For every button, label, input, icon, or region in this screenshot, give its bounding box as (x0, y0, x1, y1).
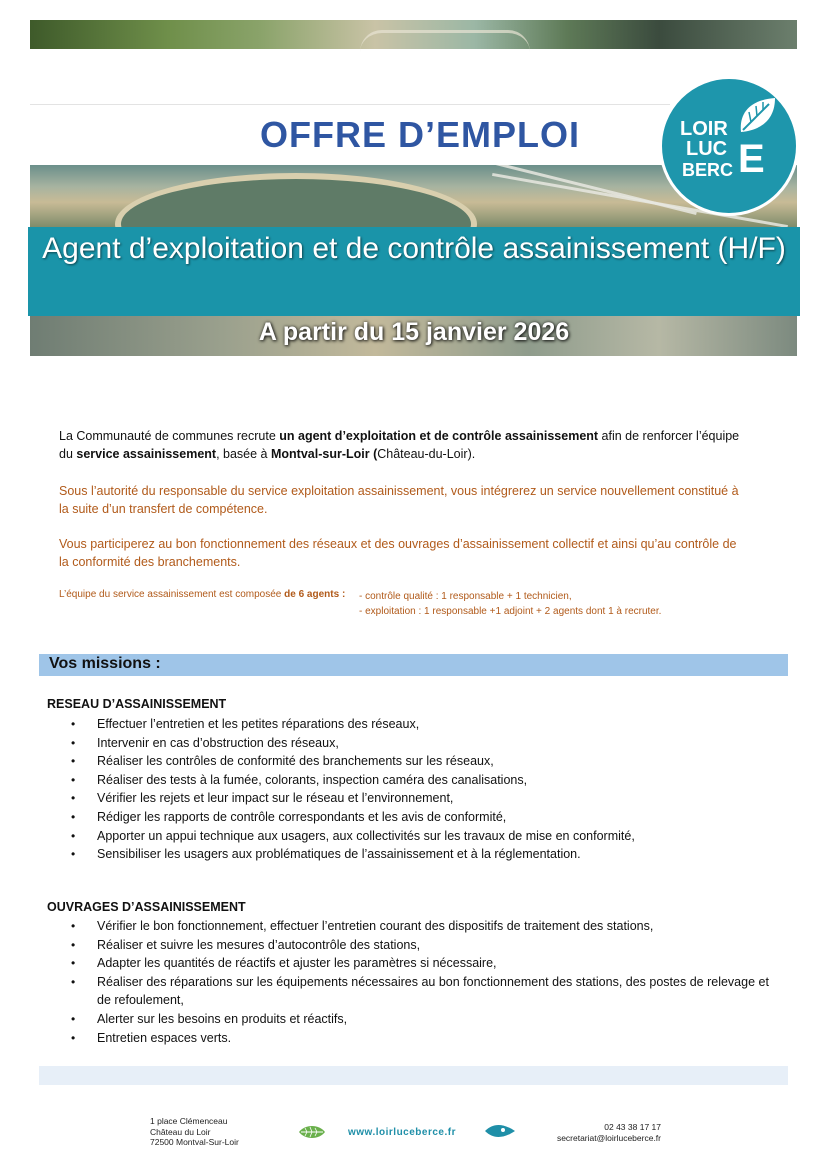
list-item: • Adapter les quantités de réactifs et ajuster les paramètres si nécessaire, (71, 954, 781, 973)
list-item: • Réaliser et suivre les mesures d’autocontrôle des stations, (71, 936, 781, 955)
list-item: • Sensibiliser les usagers aux problématiques de l’assainissement et à la réglementation. (71, 845, 781, 864)
mission-list (71, 715, 781, 864)
intro-paragraph-2: Sous l’autorité du responsable du service exploitation assainissement, vous intégrerez un service nouvellement constitué à la suite d’un transfert de compétence. (59, 484, 739, 516)
mission-list (71, 917, 781, 1047)
intro-paragraph-3: Vous participerez au bon fonctionnement des réseaux et des ouvrages d’assainissement collectif et ainsi qu’au contrôle de la conformité des branchements. (59, 537, 737, 569)
section-heading: RESEAU D’ASSAINISSEMENT (47, 697, 227, 711)
header-photo-top (30, 20, 797, 49)
footer-address: 1 place Clémenceau Château du Loir 72500 Montval-Sur-Loir (150, 1116, 239, 1147)
list-item: • Rédiger les rapports de contrôle correspondants et les avis de conformité, (71, 808, 781, 827)
logo-text-luc: LUC (686, 138, 728, 160)
missions-title: Vos missions : (49, 655, 161, 672)
divider (30, 104, 670, 105)
footer-band (39, 1066, 788, 1085)
list-item: • Réaliser des réparations sur les équipements nécessaires au bon fonctionnement des stations, des postes de relevage et de refoulement, (71, 973, 781, 1010)
list-item: • Apporter un appui technique aux usagers, aux collectivités sur les travaux de mise en conformité, (71, 827, 781, 846)
offer-title: OFFRE D’EMPLOI (260, 114, 580, 155)
list-item: • Intervenir en cas d’obstruction des réseaux, (71, 734, 781, 753)
website-link[interactable]: www.loirluceberce.fr (348, 1127, 456, 1138)
team-line: - contrôle qualité : 1 responsable + 1 technicien, (359, 591, 572, 602)
job-title: Agent d’exploitation et de contrôle assainissement (H/F) (42, 232, 786, 265)
water-drop-icon (483, 1121, 517, 1141)
section-heading: OUVRAGES D’ASSAINISSEMENT (47, 900, 246, 914)
team-composition: L’équipe du service assainissement est composée de 6 agents : (59, 589, 346, 600)
footer-email[interactable]: secretariat@loirluceberce.fr (556, 1133, 661, 1143)
start-date: A partir du 15 janvier 2026 (258, 318, 570, 346)
intro-paragraph-1: La Communauté de communes recrute un agent d’exploitation et de contrôle assainissement afin de renforcer l’équipe du service assainissement, basée à Montval-sur-Loir (Château-du-Loir). (59, 429, 740, 461)
leaf-icon (735, 94, 781, 136)
team-line: - exploitation : 1 responsable +1 adjoint + 2 agents dont 1 à recruter. (359, 606, 662, 617)
list-item: • Réaliser les contrôles de conformité des branchements sur les réseaux, (71, 752, 781, 771)
footer-phone: 02 43 38 17 17 (604, 1122, 661, 1132)
list-item: • Entretien espaces verts. (71, 1029, 781, 1048)
list-item: • Alerter sur les besoins en produits et réactifs, (71, 1010, 781, 1029)
leaf-icon (297, 1123, 327, 1141)
team-details (359, 589, 661, 619)
list-item: • Réaliser des tests à la fumée, colorants, inspection caméra des canalisations, (71, 771, 781, 790)
list-item: • Effectuer l’entretien et les petites réparations des réseaux, (71, 715, 781, 734)
list-item: • Vérifier les rejets et leur impact sur le réseau et l’environnement, (71, 789, 781, 808)
logo-text-berc: BERC (682, 160, 734, 180)
list-item: • Vérifier le bon fonctionnement, effectuer l’entretien courant des dispositifs de traitement des stations, (71, 917, 781, 936)
logo-text-loir: LOIR (680, 118, 728, 140)
logo-text-e: E (738, 137, 765, 181)
